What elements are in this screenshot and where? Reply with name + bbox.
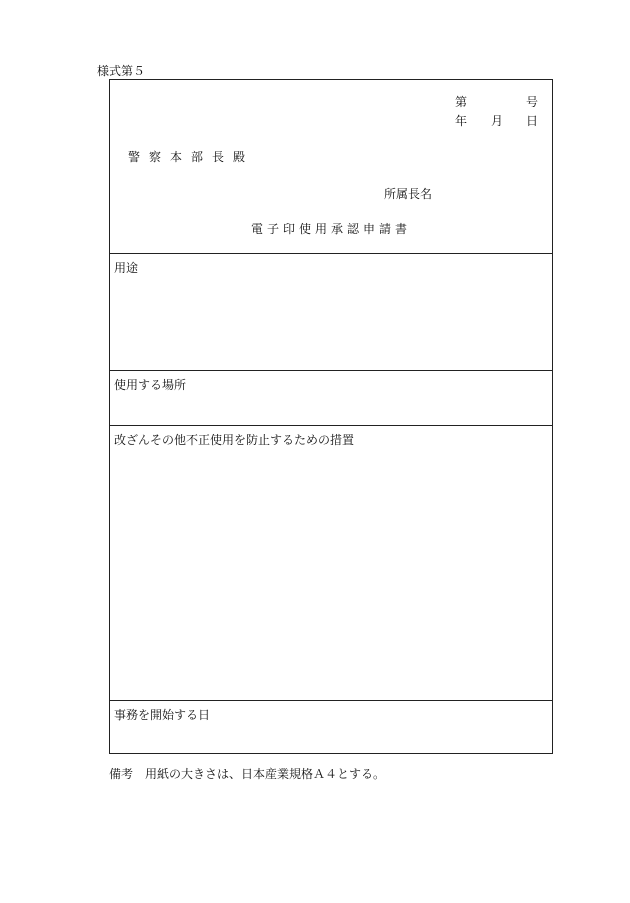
place-field[interactable] bbox=[110, 371, 552, 426]
remarks bbox=[109, 767, 385, 781]
number-prefix: 第 bbox=[455, 95, 468, 109]
date-month-label: 月 bbox=[491, 114, 504, 128]
date-year-label: 年 bbox=[455, 114, 468, 128]
start-date-field[interactable] bbox=[110, 701, 552, 753]
form-number: 様式第５ bbox=[97, 64, 146, 78]
date-day-label: 日 bbox=[526, 114, 539, 128]
purpose-label: 用途 bbox=[114, 261, 139, 275]
start-date-label: 事務を開始する日 bbox=[114, 708, 211, 722]
application-form bbox=[109, 79, 553, 754]
document-title: 電子印使用承認申請書 bbox=[250, 222, 411, 236]
remarks-text: 用紙の大きさは、日本産業規格Ａ４とする。 bbox=[145, 767, 386, 781]
addressee: 警察本部長殿 bbox=[128, 150, 255, 164]
number-suffix: 号 bbox=[526, 95, 539, 109]
form-header bbox=[110, 80, 552, 254]
place-label: 使用する場所 bbox=[114, 378, 187, 392]
measures-field[interactable] bbox=[110, 426, 552, 701]
applicant-name-label: 所属長名 bbox=[384, 187, 433, 201]
purpose-field[interactable] bbox=[110, 254, 552, 371]
measures-label: 改ざんその他不正使用を防止するための措置 bbox=[114, 433, 355, 447]
remarks-label: 備考 bbox=[109, 767, 134, 781]
